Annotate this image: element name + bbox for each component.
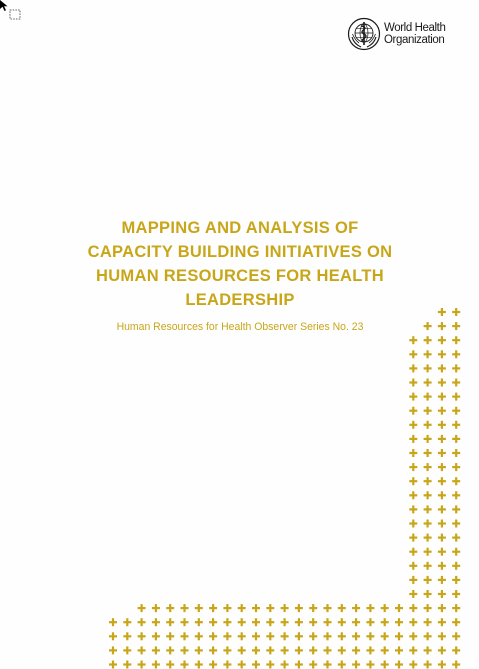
plus-cross-icon	[424, 604, 432, 612]
plus-cross-icon	[438, 576, 446, 584]
plus-cross-icon	[438, 463, 446, 471]
plus-cross-icon	[223, 661, 231, 669]
plus-cross-icon	[438, 505, 446, 513]
plus-cross-icon	[395, 661, 403, 669]
plus-cross-icon	[238, 604, 246, 612]
plus-cross-icon	[209, 632, 217, 640]
plus-cross-icon	[295, 661, 303, 669]
plus-cross-icon	[438, 661, 446, 669]
plus-cross-icon	[309, 646, 317, 654]
plus-cross-icon	[123, 618, 131, 626]
plus-cross-icon	[309, 604, 317, 612]
plus-cross-icon	[424, 393, 432, 401]
plus-cross-icon	[438, 336, 446, 344]
plus-cross-icon	[409, 463, 417, 471]
plus-cross-icon	[438, 632, 446, 640]
plus-cross-icon	[281, 618, 289, 626]
plus-cross-icon	[309, 632, 317, 640]
plus-cross-icon	[409, 379, 417, 387]
plus-cross-icon	[266, 618, 274, 626]
plus-cross-icon	[438, 322, 446, 330]
plus-cross-icon	[438, 393, 446, 401]
plus-cross-icon	[424, 548, 432, 556]
plus-cross-icon	[281, 646, 289, 654]
plus-cross-icon	[438, 350, 446, 358]
plus-cross-icon	[452, 463, 460, 471]
plus-cross-icon	[452, 336, 460, 344]
plus-cross-icon	[409, 618, 417, 626]
publisher-name-line2: Organization	[384, 34, 445, 46]
plus-cross-icon	[381, 604, 389, 612]
plus-cross-icon	[195, 604, 203, 612]
plus-cross-icon	[424, 364, 432, 372]
plus-cross-icon	[181, 632, 189, 640]
plus-cross-icon	[395, 618, 403, 626]
plus-cross-icon	[166, 604, 174, 612]
plus-cross-icon	[452, 393, 460, 401]
plus-cross-icon	[424, 534, 432, 542]
plus-cross-icon	[123, 646, 131, 654]
plus-cross-icon	[266, 632, 274, 640]
plus-cross-icon	[452, 407, 460, 415]
plus-cross-icon	[452, 435, 460, 443]
plus-cross-icon	[295, 618, 303, 626]
plus-cross-icon	[438, 534, 446, 542]
plus-cross-icon	[409, 576, 417, 584]
plus-cross-icon	[181, 604, 189, 612]
plus-cross-icon	[452, 576, 460, 584]
plus-cross-icon	[438, 562, 446, 570]
plus-cross-icon	[209, 646, 217, 654]
plus-cross-icon	[338, 646, 346, 654]
plus-cross-icon	[452, 491, 460, 499]
plus-cross-icon	[438, 421, 446, 429]
plus-cross-icon	[452, 632, 460, 640]
plus-cross-icon	[452, 661, 460, 669]
plus-cross-icon	[181, 618, 189, 626]
plus-cross-icon	[409, 632, 417, 640]
plus-cross-icon	[409, 505, 417, 513]
plus-cross-icon	[381, 661, 389, 669]
plus-cross-icon	[209, 661, 217, 669]
plus-cross-icon	[238, 632, 246, 640]
plus-cross-icon	[238, 618, 246, 626]
plus-cross-icon	[438, 604, 446, 612]
plus-cross-icon	[438, 379, 446, 387]
plus-cross-icon	[452, 590, 460, 598]
plus-cross-icon	[266, 604, 274, 612]
plus-cross-icon	[109, 646, 117, 654]
plus-cross-icon	[438, 618, 446, 626]
plus-cross-icon	[409, 421, 417, 429]
plus-cross-icon	[438, 364, 446, 372]
plus-cross-icon	[123, 632, 131, 640]
plus-cross-icon	[409, 590, 417, 598]
plus-cross-icon	[166, 632, 174, 640]
plus-cross-icon	[424, 421, 432, 429]
plus-cross-icon	[424, 336, 432, 344]
plus-cross-icon	[252, 661, 260, 669]
plus-cross-icon	[424, 590, 432, 598]
plus-cross-icon	[395, 632, 403, 640]
plus-cross-icon	[352, 632, 360, 640]
plus-cross-icon	[223, 604, 231, 612]
plus-cross-icon	[366, 661, 374, 669]
plus-cross-icon	[424, 562, 432, 570]
plus-cross-icon	[152, 646, 160, 654]
title-line-3: HUMAN RESOURCES FOR HEALTH	[96, 267, 384, 285]
plus-cross-icon	[152, 604, 160, 612]
plus-cross-icon	[309, 618, 317, 626]
plus-cross-icon	[424, 646, 432, 654]
plus-cross-icon	[452, 618, 460, 626]
plus-cross-icon	[324, 618, 332, 626]
plus-cross-icon	[409, 534, 417, 542]
plus-cross-icon	[181, 661, 189, 669]
plus-cross-icon	[409, 393, 417, 401]
plus-cross-icon	[366, 646, 374, 654]
plus-cross-icon	[409, 477, 417, 485]
plus-cross-icon	[252, 618, 260, 626]
plus-cross-icon	[138, 632, 146, 640]
plus-cross-icon	[152, 618, 160, 626]
plus-cross-icon	[266, 661, 274, 669]
plus-cross-icon	[295, 604, 303, 612]
plus-cross-icon	[424, 379, 432, 387]
plus-cross-icon	[452, 562, 460, 570]
plus-cross-icon	[338, 618, 346, 626]
plus-cross-icon	[409, 350, 417, 358]
plus-cross-icon	[324, 604, 332, 612]
plus-cross-icon	[281, 661, 289, 669]
plus-cross-icon	[452, 364, 460, 372]
plus-cross-icon	[424, 618, 432, 626]
plus-cross-icon	[152, 661, 160, 669]
plus-cross-icon	[209, 604, 217, 612]
plus-cross-icon	[452, 604, 460, 612]
plus-cross-icon	[452, 534, 460, 542]
plus-cross-icon	[438, 477, 446, 485]
plus-cross-icon	[438, 407, 446, 415]
plus-cross-icon	[223, 646, 231, 654]
plus-cross-icon	[352, 604, 360, 612]
plus-cross-icon	[223, 618, 231, 626]
plus-cross-icon	[409, 491, 417, 499]
plus-cross-icon	[381, 618, 389, 626]
plus-cross-icon	[409, 520, 417, 528]
plus-cross-icon	[424, 435, 432, 443]
plus-cross-icon	[452, 646, 460, 654]
plus-cross-icon	[424, 463, 432, 471]
plus-cross-icon	[252, 604, 260, 612]
plus-cross-icon	[409, 407, 417, 415]
plus-cross-icon	[438, 449, 446, 457]
plus-cross-icon	[452, 308, 460, 316]
plus-cross-icon	[366, 604, 374, 612]
plus-cross-icon	[223, 632, 231, 640]
plus-cross-icon	[395, 646, 403, 654]
plus-cross-icon	[409, 364, 417, 372]
plus-cross-icon	[409, 604, 417, 612]
plus-cross-icon	[424, 322, 432, 330]
plus-cross-icon	[424, 350, 432, 358]
plus-cross-icon	[438, 520, 446, 528]
plus-cross-icon	[252, 632, 260, 640]
plus-cross-icon	[338, 661, 346, 669]
plus-cross-icon	[324, 632, 332, 640]
plus-cross-icon	[424, 491, 432, 499]
plus-cross-icon	[252, 646, 260, 654]
plus-cross-icon	[338, 632, 346, 640]
plus-cross-icon	[209, 618, 217, 626]
plus-cross-icon	[452, 520, 460, 528]
plus-cross-icon	[166, 618, 174, 626]
plus-cross-icon	[409, 661, 417, 669]
plus-cross-icon	[366, 632, 374, 640]
plus-cross-icon	[452, 379, 460, 387]
plus-cross-icon	[438, 308, 446, 316]
plus-cross-icon	[195, 661, 203, 669]
plus-cross-icon	[109, 618, 117, 626]
plus-cross-icon	[438, 435, 446, 443]
plus-cross-icon	[295, 632, 303, 640]
plus-cross-icon	[438, 491, 446, 499]
plus-cross-icon	[424, 520, 432, 528]
plus-cross-icon	[452, 449, 460, 457]
plus-cross-icon	[324, 646, 332, 654]
plus-cross-icon	[409, 336, 417, 344]
plus-cross-icon	[138, 604, 146, 612]
plus-cross-icon	[109, 632, 117, 640]
plus-cross-icon	[238, 646, 246, 654]
plus-cross-icon	[452, 350, 460, 358]
plus-cross-icon	[424, 407, 432, 415]
plus-cross-icon	[195, 632, 203, 640]
plus-cross-icon	[438, 646, 446, 654]
title-line-2: CAPACITY BUILDING INITIATIVES ON	[87, 243, 393, 261]
plus-cross-icon	[266, 646, 274, 654]
plus-cross-icon	[166, 661, 174, 669]
plus-cross-icon	[295, 646, 303, 654]
plus-cross-icon	[395, 604, 403, 612]
title-line-4: LEADERSHIP	[185, 291, 295, 309]
plus-cross-icon	[166, 646, 174, 654]
plus-cross-icon	[452, 505, 460, 513]
plus-cross-icon	[138, 618, 146, 626]
plus-cross-icon	[352, 661, 360, 669]
plus-cross-icon	[324, 661, 332, 669]
plus-cross-icon	[338, 604, 346, 612]
plus-cross-icon	[409, 562, 417, 570]
plus-cross-icon	[309, 661, 317, 669]
plus-cross-icon	[352, 618, 360, 626]
plus-cross-icon	[409, 548, 417, 556]
plus-cross-icon	[281, 632, 289, 640]
plus-cross-icon	[452, 477, 460, 485]
plus-cross-icon	[424, 661, 432, 669]
plus-cross-icon	[109, 661, 117, 669]
title-line-1: MAPPING AND ANALYSIS OF	[121, 219, 359, 237]
plus-cross-icon	[424, 449, 432, 457]
plus-cross-icon	[424, 632, 432, 640]
plus-cross-icon	[409, 646, 417, 654]
plus-cross-icon	[424, 505, 432, 513]
plus-cross-icon	[238, 661, 246, 669]
series-subtitle: Human Resources for Health Observer Series No. 23	[116, 321, 364, 333]
plus-cross-icon	[195, 618, 203, 626]
plus-cross-icon	[409, 435, 417, 443]
plus-cross-icon	[366, 618, 374, 626]
plus-cross-icon	[452, 322, 460, 330]
plus-cross-icon	[138, 646, 146, 654]
plus-cross-icon	[138, 661, 146, 669]
plus-cross-icon	[281, 604, 289, 612]
plus-cross-icon	[123, 661, 131, 669]
plus-cross-icon	[424, 576, 432, 584]
plus-cross-icon	[152, 632, 160, 640]
plus-cross-icon	[352, 646, 360, 654]
plus-cross-icon	[452, 421, 460, 429]
plus-cross-icon	[438, 548, 446, 556]
plus-cross-icon	[452, 548, 460, 556]
plus-cross-icon	[409, 449, 417, 457]
plus-cross-icon	[381, 646, 389, 654]
plus-cross-icon	[195, 646, 203, 654]
plus-cross-icon	[381, 632, 389, 640]
plus-cross-icon	[424, 477, 432, 485]
publisher-name-line1: World Health	[384, 22, 446, 34]
plus-cross-icon	[181, 646, 189, 654]
plus-cross-icon	[438, 590, 446, 598]
